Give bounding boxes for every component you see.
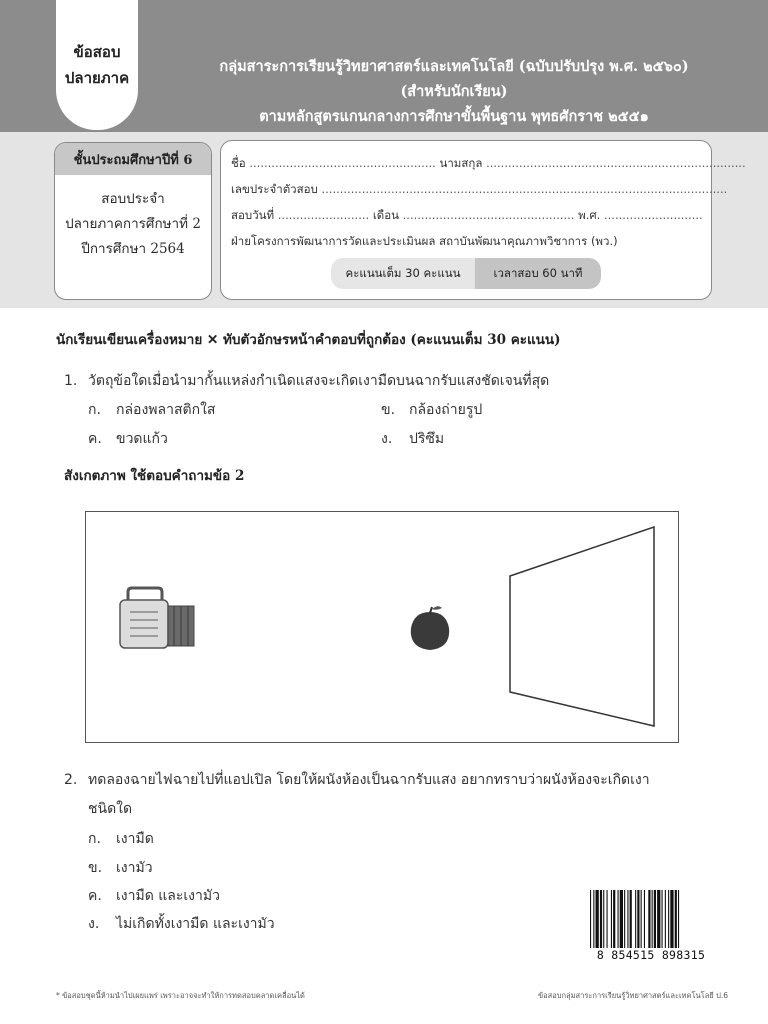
question-1-text: วัตถุข้อใดเมื่อนำมากั้นแหล่งกำเนิดแสงจะเกิดเงามืดบนฉากรับแสงชัดเจนที่สุด xyxy=(88,373,550,389)
q1-option-c-text: ขวดแก้ว xyxy=(116,431,168,447)
barcode-bar xyxy=(611,890,612,952)
badge-line-1: ข้อสอบ xyxy=(73,43,121,61)
barcode-bar xyxy=(652,890,653,952)
q2-option-b-text: เงามัว xyxy=(116,860,153,876)
duration-label: เวลาสอบ 60 นาที xyxy=(475,258,601,289)
grade-line-1: สอบประจำ xyxy=(101,191,165,207)
barcode-bar xyxy=(607,890,608,952)
figure-drawing xyxy=(86,512,678,742)
barcode-bar xyxy=(593,890,594,952)
barcode-bar xyxy=(596,890,599,952)
exam-type-badge xyxy=(56,0,138,130)
apple-icon xyxy=(411,606,449,650)
q1-option-c-mark[interactable]: ค. xyxy=(88,431,102,447)
barcode-bar xyxy=(678,890,679,952)
q1-option-d-text: ปริซึม xyxy=(409,431,445,447)
q1-option-a-text: กล่องพลาสติกใส xyxy=(116,402,216,418)
title-line-2: (สำหรับนักเรียน) xyxy=(400,83,508,100)
q1-option-d-mark[interactable]: ง. xyxy=(381,431,393,447)
question-2-text-line-2: ชนิดใด xyxy=(88,801,133,817)
grade-details xyxy=(55,175,211,262)
id-field[interactable]: ............................................................................................................... xyxy=(321,182,728,196)
month-field[interactable]: ............................................... xyxy=(402,208,575,222)
id-label: เลขประจำตัวสอบ xyxy=(231,182,318,196)
q2-option-c[interactable] xyxy=(88,885,220,907)
question-2-number: 2. xyxy=(64,772,78,788)
grade-line-3: ปีการศึกษา 2564 xyxy=(81,241,185,257)
badge-line-2: ปลายภาค xyxy=(64,69,130,87)
instruction-text: นักเรียนเขียนเครื่องหมาย ✕ ทับตัวอักษรหน้าคำตอบที่ถูกต้อง (คะแนนเต็ม 30 คะแนน) xyxy=(56,332,561,348)
q2-option-b[interactable] xyxy=(88,857,153,879)
barcode-bar xyxy=(654,890,656,952)
q2-option-a-mark[interactable]: ก. xyxy=(88,831,101,847)
barcode-bar xyxy=(648,890,650,952)
question-1 xyxy=(64,370,549,392)
year-label: พ.ศ. xyxy=(578,208,601,222)
barcode-bar xyxy=(590,890,591,952)
grade-heading: ชั้นประถมศึกษาปีที่ 6 xyxy=(55,143,211,175)
barcode-bar xyxy=(675,890,677,952)
year-field[interactable]: ........................... xyxy=(603,208,703,222)
barcode-bar xyxy=(603,890,604,952)
barcode-bar xyxy=(600,890,602,952)
footer-note: * ข้อสอบชุดนี้ห้ามนำไปเผยแพร่ เพราะอาจจะทำให้การทดสอบคลาดเคลื่อนได้ xyxy=(56,991,305,1000)
full-score-label: คะแนนเต็ม 30 คะแนน xyxy=(331,258,475,289)
footer-subject: ข้อสอบกลุ่มสาระการเรียนรู้วิทยาศาสตร์และเทคโนโลยี ป.6 xyxy=(538,991,728,1000)
grade-card xyxy=(54,142,212,300)
wall-screen xyxy=(510,527,654,726)
student-info-card xyxy=(220,140,746,300)
barcode-bar xyxy=(641,890,642,952)
q2-option-b-mark[interactable]: ข. xyxy=(88,860,103,876)
q1-option-b-mark[interactable]: ข. xyxy=(381,402,396,418)
barcode-bar xyxy=(630,890,632,952)
surname-field[interactable]: ....................................................................... xyxy=(486,156,746,170)
barcode-bar xyxy=(665,890,666,952)
id-row xyxy=(231,181,727,199)
organization-text: ฝ่ายโครงการพัฒนาการวัดและประเมินผล สถาบันพัฒนาคุณภาพวิชาการ (พว.) xyxy=(231,234,618,248)
name-row xyxy=(231,155,746,173)
date-field[interactable]: ......................... xyxy=(277,208,370,222)
question-2 xyxy=(64,769,650,791)
q2-option-d-mark[interactable]: ง. xyxy=(88,916,100,932)
barcode-bar xyxy=(644,890,645,952)
barcode-bar xyxy=(670,890,673,952)
grade-line-2: ปลายภาคการศึกษาที่ 2 xyxy=(65,216,201,232)
q2-option-c-text: เงามืด และเงามัว xyxy=(116,888,220,904)
observe-instruction: สังเกตภาพ ใช้ตอบคำถามข้อ 2 xyxy=(64,468,245,484)
barcode-bar xyxy=(618,890,619,952)
barcode-bar xyxy=(637,890,639,952)
barcode-bar xyxy=(668,890,669,952)
q2-option-a[interactable] xyxy=(88,828,154,850)
q2-option-a-text: เงามืด xyxy=(116,831,154,847)
month-label: เดือน xyxy=(372,208,399,222)
date-row xyxy=(231,207,703,225)
experiment-figure xyxy=(85,511,679,743)
q2-option-d-text: ไม่เกิดทั้งเงามืด และเงามัว xyxy=(116,916,275,932)
question-1-number: 1. xyxy=(64,373,78,389)
score-time-pill xyxy=(331,258,601,289)
name-label: ชื่อ xyxy=(231,156,246,170)
barcode-bar xyxy=(657,890,660,952)
barcode-number: 8 854515 898315 xyxy=(588,948,714,962)
barcode-bar xyxy=(624,890,625,952)
q1-option-c[interactable] xyxy=(88,428,168,450)
surname-label: นามสกุล xyxy=(439,156,483,170)
barcode-bar xyxy=(635,890,636,952)
q1-option-a[interactable] xyxy=(88,399,215,421)
q1-option-b[interactable] xyxy=(381,399,482,421)
q1-option-a-mark[interactable]: ก. xyxy=(88,402,101,418)
date-label: สอบวันที่ xyxy=(231,208,275,222)
name-field[interactable]: ................................................... xyxy=(249,156,436,170)
q1-option-d[interactable] xyxy=(381,428,444,450)
header-titles xyxy=(140,54,768,129)
barcode-bar xyxy=(627,890,628,952)
barcode-bar xyxy=(613,890,615,952)
barcode-bar xyxy=(620,890,623,952)
flashlight-icon xyxy=(120,588,194,648)
barcode-bar xyxy=(662,890,663,952)
title-line-1: กลุ่มสาระการเรียนรู้วิทยาศาสตร์และเทคโนโลยี (ฉบับปรับปรุง พ.ศ. ๒๕๖๐) xyxy=(219,58,689,75)
question-2-text-line-1: ทดลองฉายไฟฉายไปที่แอปเปิล โดยให้ผนังห้องเป็นฉากรับแสง อยากทราบว่าผนังห้องจะเกิดเงา xyxy=(88,772,650,788)
q2-option-d[interactable] xyxy=(88,913,275,935)
q1-option-b-text: กล้องถ่ายรูป xyxy=(409,402,483,418)
q2-option-c-mark[interactable]: ค. xyxy=(88,888,102,904)
title-line-3: ตามหลักสูตรแกนกลางการศึกษาขั้นพื้นฐาน พุทธศักราช ๒๕๕๑ xyxy=(259,108,649,125)
